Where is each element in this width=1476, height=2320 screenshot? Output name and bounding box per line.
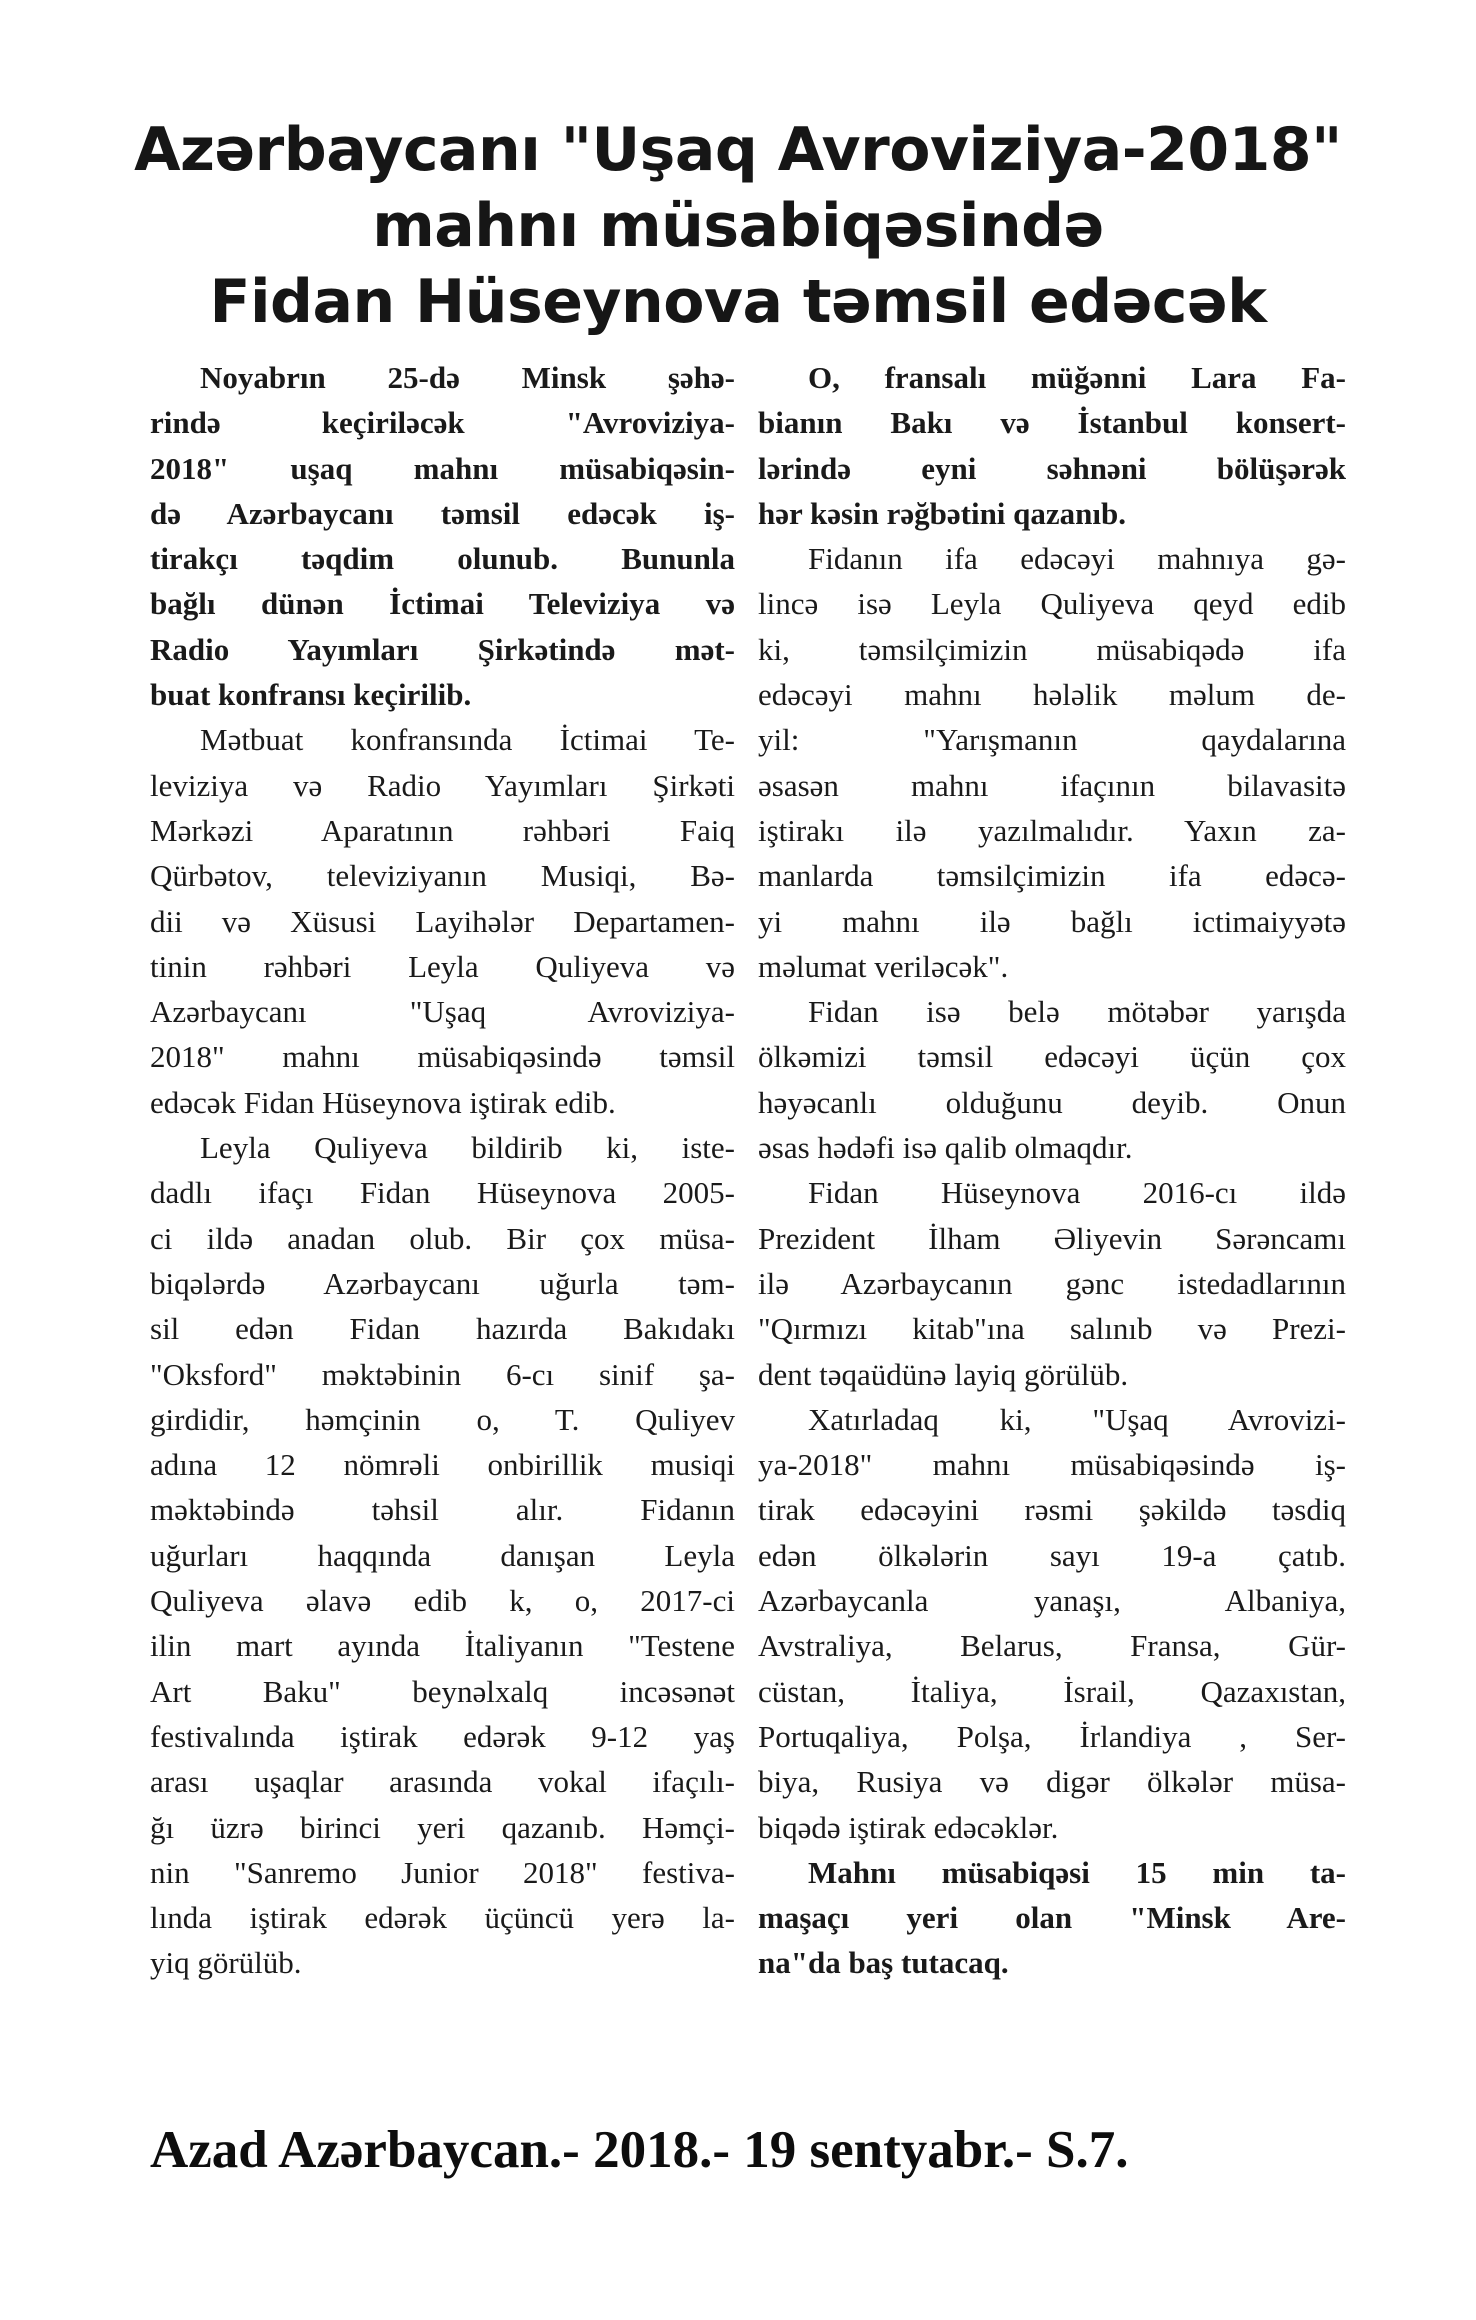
article-paragraph: [758, 536, 1346, 989]
article-paragraph: [758, 1850, 1346, 1986]
text-line: Mətbuat konfransında İctimai Te-: [200, 722, 735, 758]
text-line: lərində eyni səhnəni bölüşərək: [758, 450, 1346, 486]
article-paragraph: [150, 355, 735, 717]
text-line: maşaçı yeri olan "Minsk Are-: [758, 1900, 1346, 1936]
text-line: dii və Xüsusi Layihələr Departamen-: [150, 903, 735, 939]
text-line: O, fransalı müğənni Lara Fa-: [808, 360, 1346, 395]
text-line: edəcək Fidan Hüseynova iştirak edib.: [150, 1084, 616, 1120]
text-line: cüstan, İtaliya, İsrail, Qazaxıstan,: [758, 1673, 1346, 1709]
text-line: nin "Sanremo Junior 2018" festiva-: [150, 1854, 735, 1890]
text-line: lında iştirak edərək üçüncü yerə la-: [150, 1900, 735, 1936]
text-line: həyəcanlı olduğunu deyib. Onun: [758, 1084, 1346, 1120]
text-line: yi mahnı ilə bağlı ictimaiyyətə: [758, 903, 1346, 939]
text-line: biya, Rusiya və digər ölkələr müsa-: [758, 1764, 1346, 1800]
text-line: arası uşaqlar arasında vokal ifaçılı-: [150, 1764, 735, 1800]
text-line: rində keçiriləcək "Avroviziya-: [150, 405, 735, 441]
text-line: uğurları haqqında danışan Leyla: [150, 1537, 735, 1573]
text-line: leviziya və Radio Yayımları Şirkəti: [150, 767, 735, 803]
text-line: bağlı dünən İctimai Televiziya və: [150, 586, 735, 622]
headline-line-3: Fidan Hüseynova təmsil edəcək: [209, 267, 1267, 337]
text-line: edəcəyi mahnı hələlik məlum de-: [758, 677, 1346, 713]
text-line: girdidir, həmçinin o, T. Quliyev: [150, 1401, 735, 1437]
text-line: ölkəmizi təmsil edəcəyi üçün çox: [758, 1039, 1346, 1075]
text-line: iştirakı ilə yazılmalıdır. Yaxın za-: [758, 812, 1346, 848]
text-line: məktəbində təhsil alır. Fidanın: [150, 1492, 735, 1528]
text-line: manlarda təmsilçimizin ifa edəcə-: [758, 858, 1346, 894]
text-line: yil: "Yarışmanın qaydalarına: [758, 722, 1346, 758]
text-line: əsasən mahnı ifaçının bilavasitə: [758, 767, 1346, 803]
text-line: Fidan Hüseynova 2016-cı ildə: [808, 1175, 1346, 1211]
headline-line-1: Azərbaycanı "Uşaq Avroviziya-2018": [134, 115, 1342, 185]
text-line: 2018" uşaq mahnı müsabiqəsin-: [150, 450, 735, 486]
article-paragraph: [150, 717, 735, 1125]
text-line: ki, təmsilçimizin müsabiqədə ifa: [758, 631, 1346, 667]
text-line: tinin rəhbəri Leyla Quliyeva və: [150, 948, 735, 984]
text-line: məlumat veriləcək".: [758, 948, 1009, 984]
text-line: ğı üzrə birinci yeri qazanıb. Həmçi-: [150, 1809, 735, 1845]
text-line: Portuqaliya, Polşa, İrlandiya , Ser-: [758, 1718, 1346, 1754]
article-paragraph: [758, 1397, 1346, 1850]
text-line: festivalında iştirak edərək 9-12 yaş: [150, 1718, 735, 1754]
text-line: Mərkəzi Aparatının rəhbəri Faiq: [150, 812, 735, 848]
text-line: Fidanın ifa edəcəyi mahnıya gə-: [808, 541, 1346, 577]
text-line: biqədə iştirak edəcəklər.: [758, 1809, 1059, 1845]
text-line: bianın Bakı və İstanbul konsert-: [758, 405, 1346, 441]
text-line: 2018" mahnı müsabiqəsində təmsil: [150, 1039, 735, 1075]
text-line: Prezident İlham Əliyevin Sərəncamı: [758, 1220, 1346, 1256]
text-line: tirakçı təqdim olunub. Bununla: [150, 541, 735, 577]
article-paragraph: [758, 1170, 1346, 1396]
text-line: Mahnı müsabiqəsi 15 min ta-: [808, 1854, 1346, 1890]
source-citation: Azad Azərbaycan.- 2018.- 19 sentyabr.- S.7.: [150, 2121, 1129, 2179]
text-line: Xatırladaq ki, "Uşaq Avrovizi-: [808, 1401, 1346, 1437]
text-line: hər kəsin rəğbətini qazanıb.: [758, 495, 1127, 531]
text-line: lincə isə Leyla Quliyeva qeyd edib: [758, 586, 1346, 622]
text-line: "Qırmızı kitab"ına salınıb və Prezi-: [758, 1311, 1346, 1347]
article-paragraph: [758, 355, 1346, 536]
text-line: tirak edəcəyini rəsmi şəkildə təsdiq: [758, 1492, 1346, 1528]
text-line: dent təqaüdünə layiq görülüb.: [758, 1356, 1129, 1392]
text-line: adına 12 nömrəli onbirillik musiqi: [150, 1447, 735, 1483]
text-line: ya-2018" mahnı müsabiqəsində iş-: [758, 1447, 1346, 1483]
text-line: əsas hədəfi isə qalib olmaqdır.: [758, 1130, 1133, 1166]
text-line: Radio Yayımları Şirkətində mət-: [150, 631, 735, 667]
text-line: buat konfransı keçirilib.: [150, 677, 472, 713]
text-line: Avstraliya, Belarus, Fransa, Gür-: [758, 1628, 1346, 1664]
text-line: Qürbətov, televiziyanın Musiqi, Bə-: [150, 858, 735, 894]
text-line: na"da baş tutacaq.: [758, 1945, 1009, 1981]
text-line: Azərbaycanı "Uşaq Avroviziya-: [150, 994, 735, 1030]
text-line: dadlı ifaçı Fidan Hüseynova 2005-: [150, 1175, 735, 1211]
article-column-right: [758, 355, 1346, 1986]
article-headline: [100, 112, 1376, 340]
text-line: Fidan isə belə mötəbər yarışda: [808, 994, 1346, 1030]
headline-line-2: mahnı müsabiqəsində: [372, 191, 1104, 261]
text-line: edən ölkələrin sayı 19-a çatıb.: [758, 1537, 1346, 1573]
text-line: "Oksford" məktəbinin 6-cı sinif şa-: [150, 1356, 735, 1392]
article-paragraph: [150, 1125, 735, 1986]
text-line: Leyla Quliyeva bildirib ki, iste-: [200, 1130, 735, 1166]
text-line: Quliyeva əlavə edib k, o, 2017-ci: [150, 1583, 735, 1619]
text-line: biqələrdə Azərbaycanı uğurla təm-: [150, 1265, 735, 1301]
text-line: ci ildə anadan olub. Bir çox müsa-: [150, 1220, 735, 1256]
text-line: Art Baku" beynəlxalq incəsənət: [150, 1673, 735, 1709]
text-line: də Azərbaycanı təmsil edəcək iş-: [150, 495, 735, 531]
text-line: Azərbaycanla yanaşı, Albaniya,: [758, 1583, 1346, 1619]
text-line: ilin mart ayında İtaliyanın "Testene: [150, 1628, 735, 1664]
article-column-left: [150, 355, 735, 1986]
text-line: yiq görülüb.: [150, 1945, 302, 1981]
text-line: Noyabrın 25-də Minsk şəhə-: [200, 360, 735, 395]
article-paragraph: [758, 989, 1346, 1170]
text-line: ilə Azərbaycanın gənc istedadlarının: [758, 1265, 1346, 1301]
text-line: sil edən Fidan hazırda Bakıdakı: [150, 1311, 735, 1347]
